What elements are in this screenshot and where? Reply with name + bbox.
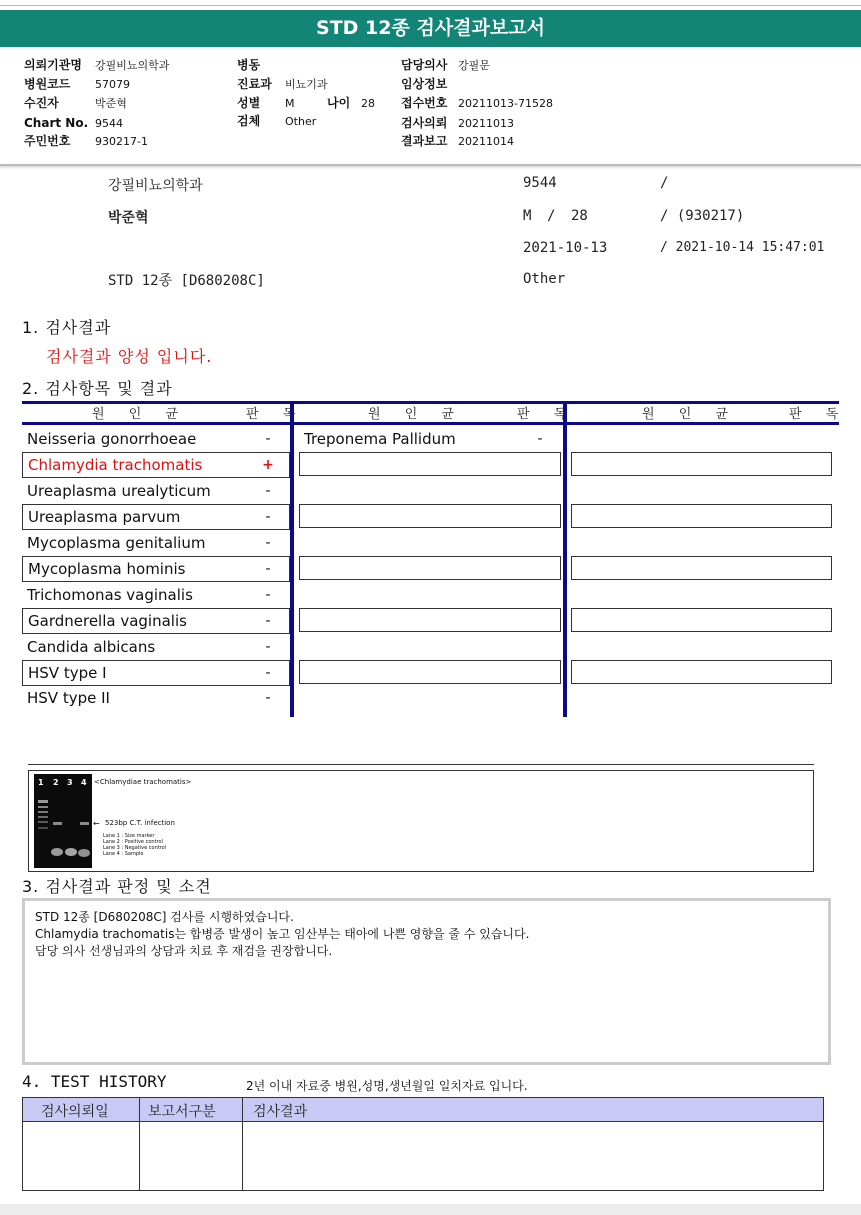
pathogen-name: HSV type I [28,664,107,682]
empty-result-slot [299,608,561,632]
gel-legend-item: Lane 3 : Negative control [103,845,167,851]
result-value: - [265,509,271,525]
pathogen-name: Mycoplasma hominis [28,560,186,578]
empty-result-slot [299,556,561,580]
header-value: M [285,97,295,110]
header-value: 28 [361,97,375,110]
info-separator: / [660,175,669,191]
empty-result-slot [571,556,832,580]
grid-header-judgement: 판 독 [789,407,849,422]
pathogen-name: Ureaplasma urealyticum [27,482,211,500]
header-label: 검체 [237,114,261,128]
result-row-positive [22,452,290,478]
result-value: - [265,665,271,681]
top-rule [0,5,861,6]
history-col-request-date: 검사의뢰일 [41,1104,109,1120]
pathogen-name: Trichomonas vaginalis [27,586,193,604]
gel-bands [34,774,92,868]
lane-number: 1 [38,778,44,787]
result-value: - [537,431,543,447]
empty-result-slot [571,608,832,632]
pathogen-name: Candida albicans [27,638,156,656]
empty-result-slot [299,504,561,528]
gel-legend-item: Lane 4 : Sample [103,851,144,857]
result-value: - [265,639,271,655]
history-col-report-type: 보고서구분 [148,1104,216,1120]
empty-result-slot [571,504,832,528]
empty-result-slot [571,452,832,476]
pathogen-name: HSV type II [27,689,110,707]
result-value: - [265,690,271,706]
lane-number: 3 [67,778,73,787]
pathogen-name: Gardnerella vaginalis [28,612,187,630]
opinion-line: 담당 의사 선생님과의 상담과 치료 후 재검을 권장합니다. [35,944,333,958]
grid-header-judgement: 판 독 [246,407,306,422]
grid-header-pathogen: 원 인 균 [368,407,464,422]
result-row [22,685,290,711]
results-grid [22,401,849,717]
opinion-line: Chlamydia trachomatis는 합병증 발생이 높고 임산부는 태아에 나쁜 영향을 줄 수 있습니다. [35,927,530,941]
result-value: + [262,457,274,473]
section-title-opinion: 3. 검사결과 판정 및 소견 [22,877,212,896]
result-value: - [265,535,271,551]
header-label: 병원코드 [24,77,71,91]
result-row [22,504,290,530]
header-value: 20211013-71528 [458,97,553,110]
grid-column-divider [563,401,567,717]
history-column-divider [139,1098,140,1190]
history-column-divider [242,1098,243,1190]
opinion-box [22,898,831,1065]
info-age: 28 [571,208,588,224]
result-value: - [265,587,271,603]
result-row [22,530,290,556]
empty-result-slot [571,660,832,684]
history-table [22,1097,824,1191]
header-label: 성별 [237,96,261,110]
header-label: 진료과 [237,77,272,91]
info-patient-name: 박준혁 [108,210,149,226]
info-separator: / [547,208,556,224]
info-test-name: STD 12종 [D680208C] [108,273,265,289]
gel-legend-item: Lane 1 : Size marker [103,833,155,839]
result-row [22,426,290,452]
result-row [22,556,290,582]
result-value: - [265,613,271,629]
gel-legend-item: Lane 2 : Positive control [103,839,163,845]
result-row [22,478,290,504]
result-summary: 검사결과 양성 입니다. [46,347,213,366]
info-request-date: 2021-10-13 [523,240,608,256]
header-label: 나이 [327,96,351,110]
header-value: 박준혁 [95,97,127,110]
report-title: STD 12종 검사결과보고서 [0,10,861,47]
header-value: 57079 [95,78,130,91]
header-value: 9544 [95,117,123,130]
header-label: 의뢰기관명 [24,58,82,72]
header-label: Chart No. [24,116,89,130]
lane-number: 4 [81,778,87,787]
header-value: Other [285,115,317,128]
pathogen-name: Treponema Pallidum [304,430,456,448]
info-birth: / (930217) [660,208,745,224]
result-value: - [265,431,271,447]
grid-header-rule [22,422,839,425]
result-row [294,426,562,452]
pathogen-name: Ureaplasma parvum [28,508,181,526]
header-label: 임상정보 [401,77,448,91]
grid-header-pathogen: 원 인 균 [92,407,188,422]
header-label: 담당의사 [401,58,448,72]
header-label: 주민번호 [24,134,71,148]
result-row [22,634,290,660]
header-label: 병동 [237,58,261,72]
result-row [22,608,290,634]
header-value: 강필문 [458,59,490,72]
info-sex: M [523,208,532,224]
empty-result-slot [299,452,561,476]
gel-electrophoresis-figure [28,770,814,872]
header-label: 검사의뢰 [401,116,448,130]
header-value: 930217-1 [95,135,148,148]
section-title-items: 2. 검사항목 및 결과 [22,379,173,398]
result-row [22,582,290,608]
gel-image [34,774,92,868]
info-specimen: Other [523,271,566,287]
result-row [22,660,290,686]
info-chart-no: 9544 [523,175,557,191]
image-top-rule [28,764,814,765]
grid-header-pathogen: 원 인 균 [642,407,738,422]
history-header-row [23,1098,823,1122]
header-label: 접수번호 [401,96,448,110]
page-bottom-bar [0,1204,861,1215]
header-value: 강필비뇨의학과 [95,59,170,72]
grid-header-judgement: 판 독 [517,407,577,422]
section-title-history: 4. TEST HISTORY [22,1072,167,1091]
header-value: 20211014 [458,135,514,148]
header-label: 수진자 [24,96,59,110]
history-col-result: 검사결과 [253,1104,308,1120]
history-note: 2년 이내 자료중 병원,성명,생년월일 일치자료 입니다. [246,1079,528,1093]
band-label: 523bp C.T. infection [105,819,175,827]
result-value: - [265,483,271,499]
info-hospital: 강필비뇨의학과 [108,178,203,194]
pathogen-name: Neisseria gonorrhoeae [27,430,197,448]
result-value: - [265,561,271,577]
pathogen-name: Mycoplasma genitalium [27,534,206,552]
opinion-line: STD 12종 [D680208C] 검사를 시행하였습니다. [35,910,294,924]
header-label: 결과보고 [401,134,448,148]
gel-title: <Chlamydiae trachomatis> [94,778,192,786]
pathogen-name: Chlamydia trachomatis [28,456,203,474]
section-title-results: 1. 검사결과 [22,318,112,337]
empty-result-slot [299,660,561,684]
header-value: 20211013 [458,117,514,130]
info-report-datetime: / 2021-10-14 15:47:01 [660,240,825,255]
report-header [0,48,861,166]
band-arrow-icon: ← [93,819,100,828]
header-value: 비뇨기과 [285,78,328,91]
lane-number: 2 [53,778,59,787]
